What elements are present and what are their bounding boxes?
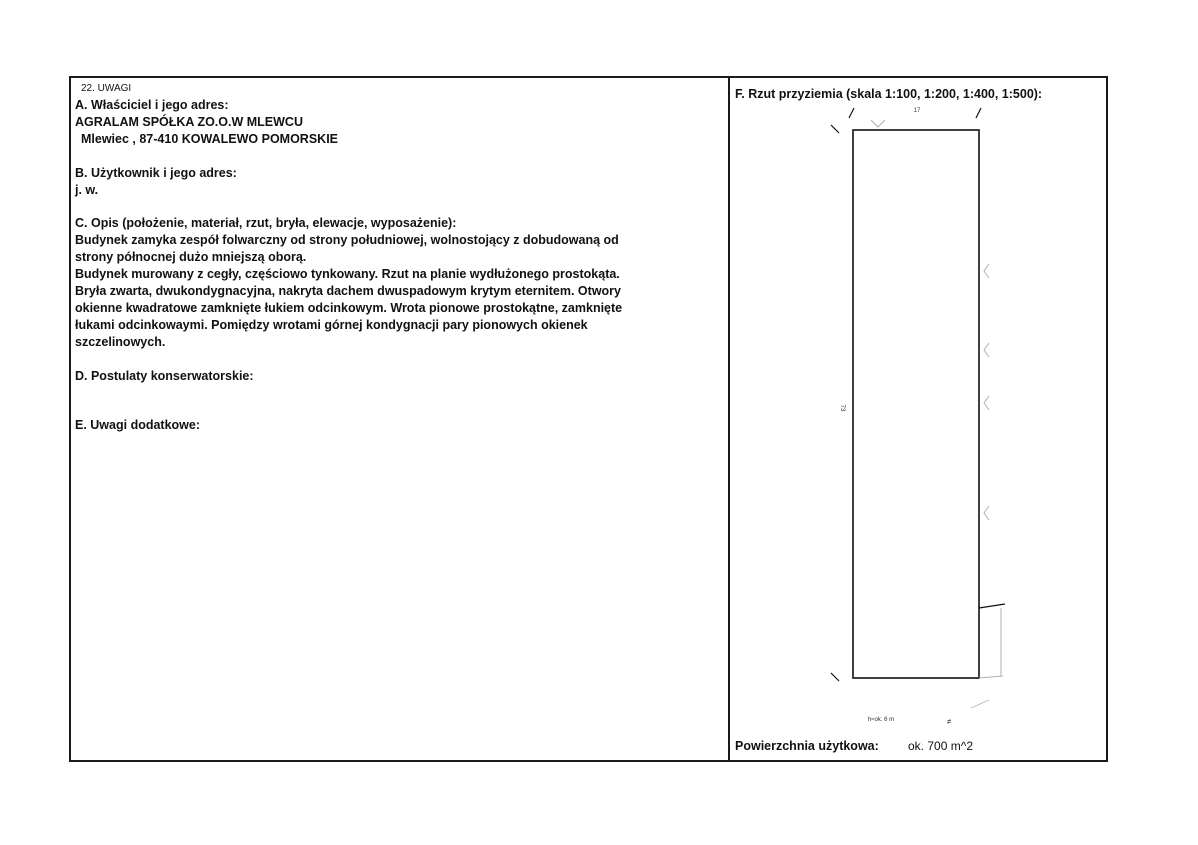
description-line: Budynek zamyka zespół folwarczny od strony południowej, wolnostojący z dobudowaną od — [75, 233, 619, 247]
description-line: szczelinowych. — [75, 335, 166, 349]
description-line: Budynek murowany z cegły, częściowo tynkowany. Rzut na planie wydłużonego prostokąta. — [75, 267, 620, 281]
floor-plan-drawing — [731, 78, 1107, 764]
description-line: łukami odcinkowaymi. Pomiędzy wrotami górnej kondygnacji pary pionowych okienek — [75, 318, 588, 332]
north-mark: ≠ — [947, 717, 952, 726]
width-dimension-label: 17 — [913, 108, 921, 114]
annex-wall — [979, 676, 1003, 678]
additional-notes-heading: E. Uwagi dodatkowe: — [75, 418, 201, 432]
usable-area-value: ok. 700 m^2 — [908, 739, 973, 753]
description-line: Bryła zwarta, dwukondygnacyjna, nakryta dachem dwuspadowym krytym eternitem. Otwory — [75, 284, 621, 298]
building-outline — [853, 130, 979, 678]
owner-heading: A. Właściciel i jego adres: — [75, 98, 229, 112]
dimension-tick — [831, 673, 839, 681]
floor-plan-column — [731, 78, 1107, 760]
length-dimension-label: 73 — [839, 404, 845, 412]
column-divider — [728, 78, 730, 760]
user-value: j. w. — [75, 183, 99, 197]
conservation-heading: D. Postulaty konserwatorskie: — [75, 369, 254, 383]
door-mark — [984, 343, 989, 357]
door-mark — [871, 120, 885, 127]
dimension-tick — [976, 108, 981, 118]
user-heading: B. Użytkownik i jego adres: — [75, 166, 237, 180]
owner-name: AGRALAM SPÓŁKA ZO.O.W MLEWCU — [75, 115, 303, 129]
dimension-tick — [831, 125, 839, 133]
usable-area-label: Powierzchnia użytkowa: — [735, 739, 879, 753]
section-number: 22. UWAGI — [81, 83, 132, 94]
annex-wall — [979, 604, 1005, 608]
description-heading: C. Opis (położenie, materiał, rzut, bryła, elewacje, wyposażenie): — [75, 216, 457, 230]
door-mark — [984, 396, 989, 410]
owner-address: Mlewiec , 87-410 KOWALEWO POMORSKIE — [81, 132, 339, 146]
form-sheet — [69, 76, 1108, 762]
floor-plan-heading: F. Rzut przyziemia (skala 1:100, 1:200, 1:400, 1:500): — [735, 87, 1043, 101]
door-mark — [984, 264, 989, 278]
door-mark — [984, 506, 989, 520]
north-arrow-line — [971, 700, 989, 708]
description-line: okienne kwadratowe zamknięte łukiem odcinkowym. Wrota pionowe prostokątne, zamknięte — [75, 301, 623, 315]
description-line: strony północnej dużo mniejszą oborą. — [75, 250, 307, 264]
dimension-tick — [849, 108, 854, 118]
height-note: h≈ok. 6 m — [867, 717, 895, 723]
